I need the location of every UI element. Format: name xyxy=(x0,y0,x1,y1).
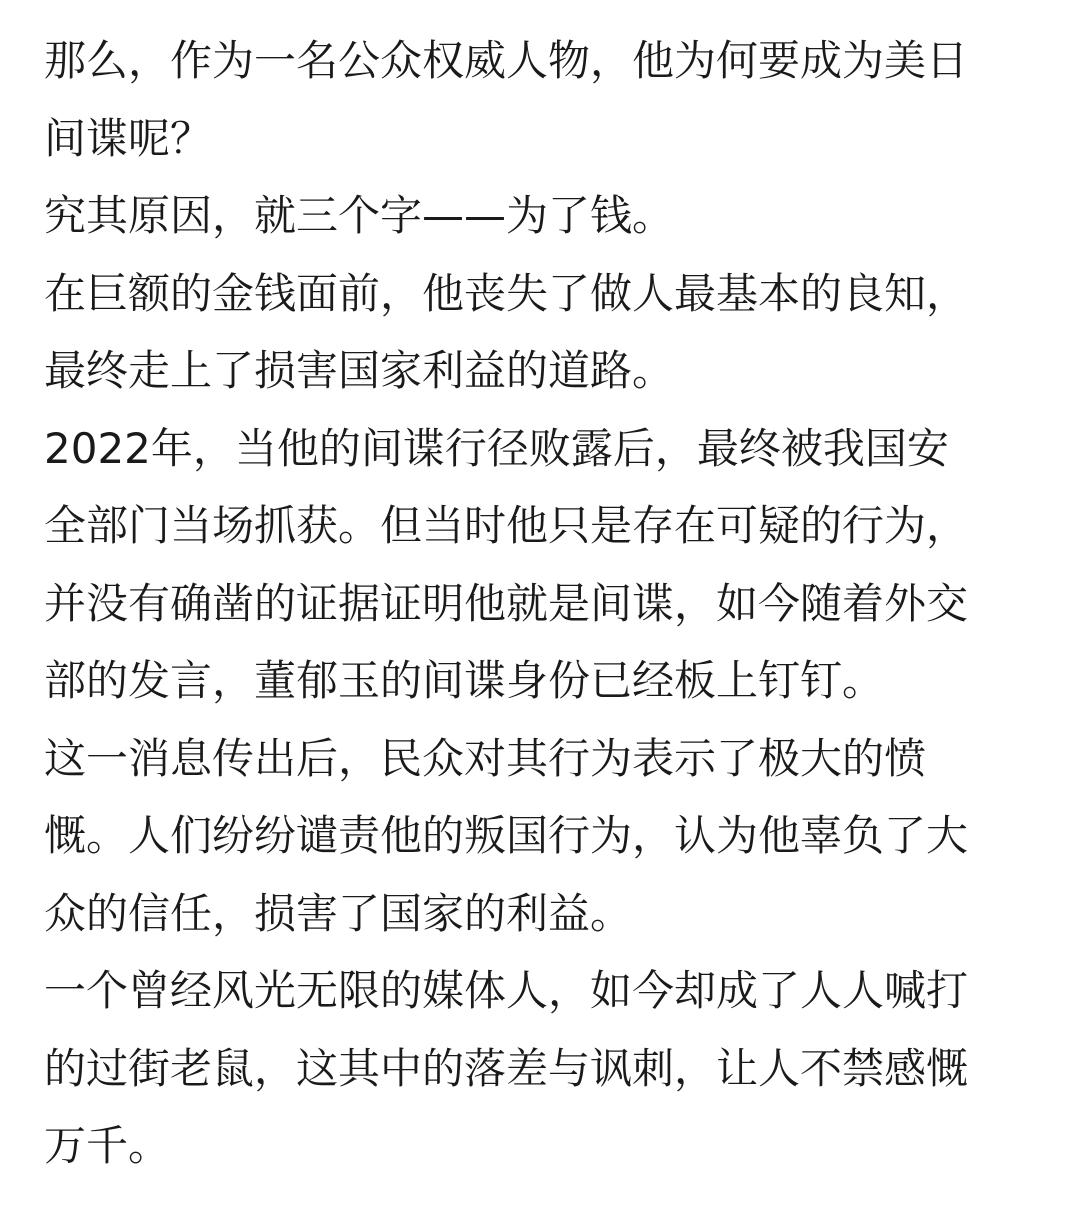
text-line: 间谍呢？ xyxy=(44,113,213,163)
text-line: 最终走上了损害国家利益的道路。 xyxy=(44,346,675,395)
paragraph xyxy=(44,720,1044,953)
text-line: 那么，作为一名公众权威人物，他为何要成为美日 xyxy=(44,36,969,85)
text-line: 全部门当场抓获。但当时他只是存在可疑的行为， xyxy=(44,501,969,550)
text-line: 部的发言，董郁玉的间谍身份已经板上钉钉。 xyxy=(44,656,885,705)
text-line: 慨。人们纷纷谴责他的叛国行为，认为他辜负了大 xyxy=(44,811,969,860)
paragraph xyxy=(44,177,1044,255)
text-line: 究其原因，就三个字——为了钱。 xyxy=(44,191,675,240)
text-line: 众的信任，损害了国家的利益。 xyxy=(44,888,633,938)
article-body xyxy=(44,22,1044,1185)
text-line: 2022年，当他的间谍行径败露后，最终被我国安 xyxy=(44,423,949,473)
paragraph xyxy=(44,22,1044,177)
text-line: 并没有确凿的证据证明他就是间谍，如今随着外交 xyxy=(44,578,969,628)
text-line: 在巨额的金钱面前，他丧失了做人最基本的良知， xyxy=(44,268,969,318)
paragraph xyxy=(44,255,1044,410)
paragraph xyxy=(44,952,1044,1185)
paragraph xyxy=(44,410,1044,720)
text-line: 这一消息传出后，民众对其行为表示了极大的愤 xyxy=(44,733,927,783)
text-line: 的过街老鼠，这其中的落差与讽刺，让人不禁感慨 xyxy=(44,1043,969,1093)
text-line: 一个曾经风光无限的媒体人，如今却成了人人喊打 xyxy=(44,966,969,1015)
text-line: 万千。 xyxy=(44,1121,171,1170)
